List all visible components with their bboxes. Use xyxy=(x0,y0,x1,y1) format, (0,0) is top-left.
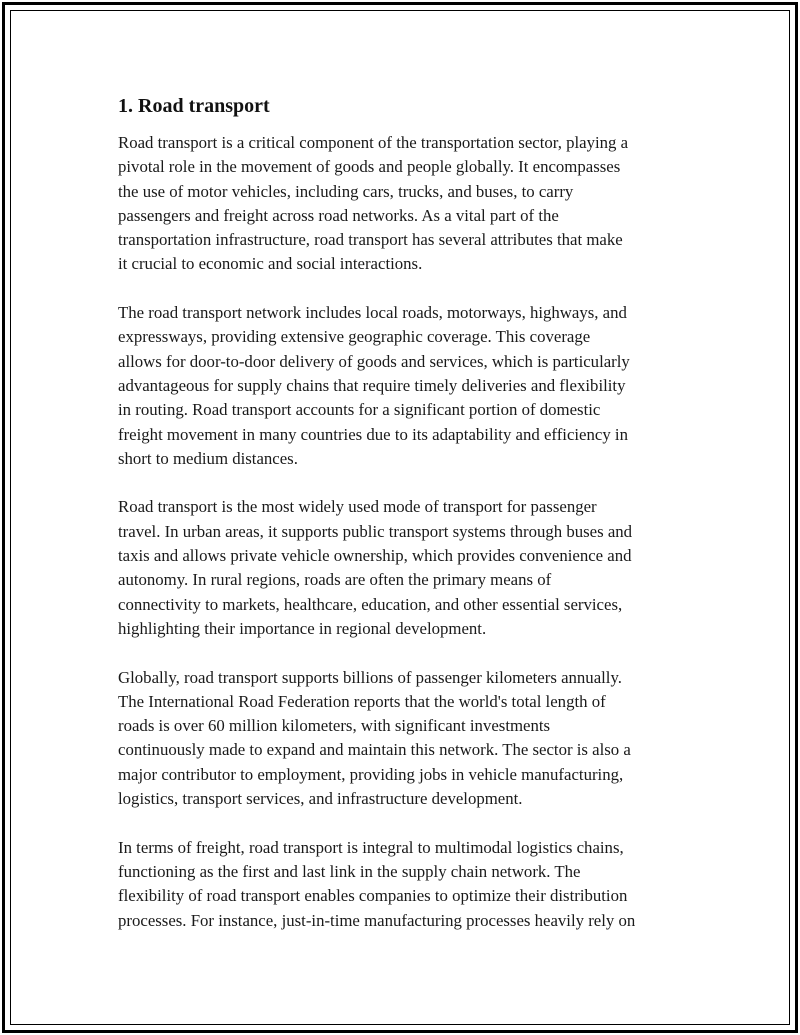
text-line: transportation infrastructure, road transport has several attributes that make xyxy=(118,230,623,250)
text-line: taxis and allows private vehicle ownership, which provides convenience and xyxy=(118,546,632,566)
text-line: Road transport is a critical component of the transportation sector, playing a xyxy=(118,133,629,152)
text-line: short to medium distances. xyxy=(118,448,298,468)
text-line: the use of motor vehicles, including cars, trucks, and buses, to carry xyxy=(118,181,574,201)
text-line: travel. In urban areas, it supports public transport systems through buses and xyxy=(118,521,633,541)
text-line: The International Road Federation reports that the world's total length of xyxy=(118,691,606,711)
text-line: functioning as the first and last link in the supply chain network. The xyxy=(118,861,581,881)
text-line: connectivity to markets, healthcare, education, and other essential services, xyxy=(118,594,623,614)
text-line: advantageous for supply chains that require timely deliveries and flexibility xyxy=(118,375,626,395)
text-line: continuously made to expand and maintain this network. The sector is also a xyxy=(118,740,631,760)
text-line: expressways, providing extensive geographic coverage. This coverage xyxy=(118,327,591,347)
paragraph-5 xyxy=(118,836,688,933)
text-line: highlighting their importance in regional development. xyxy=(118,618,487,638)
text-line: major contributor to employment, providing jobs in vehicle manufacturing, xyxy=(118,764,624,784)
text-line: freight movement in many countries due to its adaptability and efficiency in xyxy=(118,424,628,444)
text-line: passengers and freight across road networks. As a vital part of the xyxy=(118,205,559,225)
text-line: roads is over 60 million kilometers, with significant investments xyxy=(118,716,551,736)
paragraph-1 xyxy=(118,131,688,277)
text-line: in routing. Road transport accounts for a significant portion of domestic xyxy=(118,400,601,420)
text-line: Globally, road transport supports billions of passenger kilometers annually. xyxy=(118,667,622,687)
document-body xyxy=(118,92,688,957)
text-line: In terms of freight, road transport is integral to multimodal logistics chains, xyxy=(118,837,624,857)
paragraph-4 xyxy=(118,666,688,812)
paragraph-2 xyxy=(118,301,688,471)
text-line: autonomy. In rural regions, roads are often the primary means of xyxy=(118,570,552,590)
text-line: Road transport is the most widely used mode of transport for passenger xyxy=(118,497,597,517)
text-line: logistics, transport services, and infrastructure development. xyxy=(118,789,523,809)
text-line: it crucial to economic and social interactions. xyxy=(118,254,423,274)
text-line: processes. For instance, just-in-time manufacturing processes heavily rely on xyxy=(118,910,636,930)
text-line: The road transport network includes local roads, motorways, highways, and xyxy=(118,303,627,323)
text-line: allows for door-to-door delivery of goods and services, which is particularly xyxy=(118,351,630,371)
section-heading: 1. Road transport xyxy=(118,95,270,117)
text-line: pivotal role in the movement of goods and people globally. It encompasses xyxy=(118,157,621,177)
text-line: flexibility of road transport enables companies to optimize their distribution xyxy=(118,886,628,906)
paragraph-3 xyxy=(118,495,688,641)
